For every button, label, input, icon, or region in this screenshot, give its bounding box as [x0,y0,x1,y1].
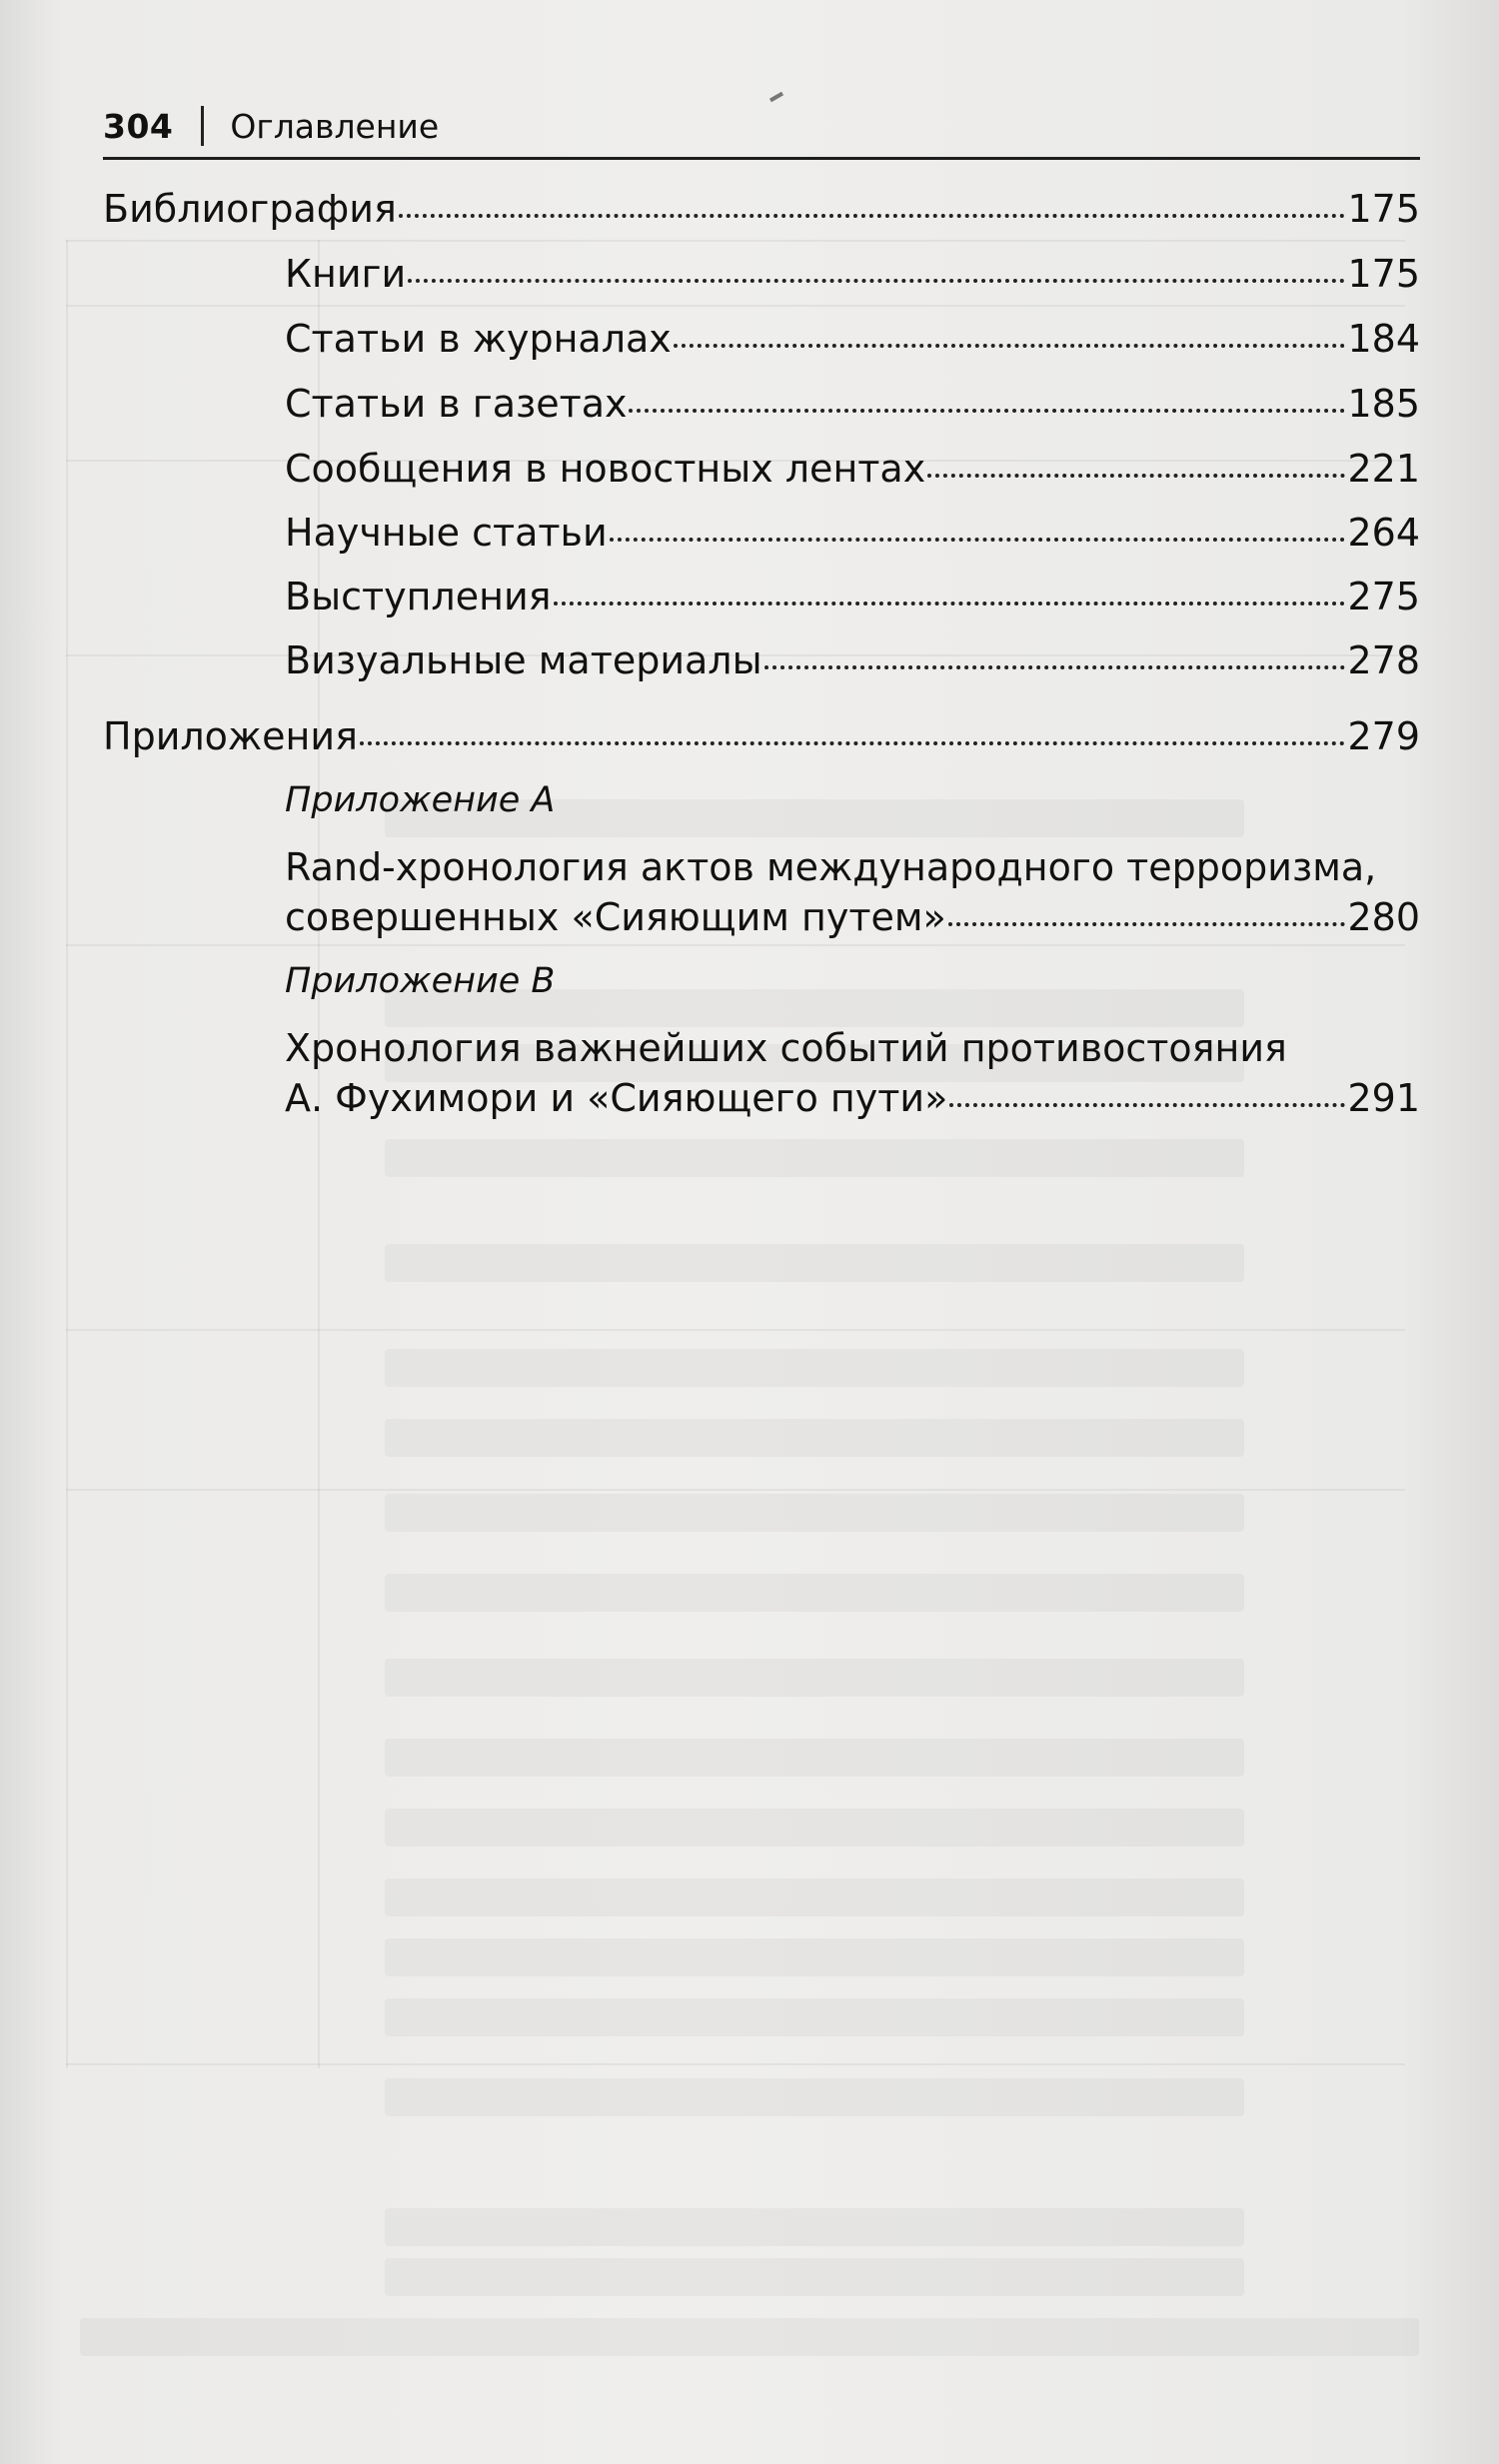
toc-leader-dots [629,409,1345,413]
running-head-separator [201,106,204,146]
toc-entry-title: Статьи в журналах [285,317,672,361]
toc-leader-dots [399,214,1346,218]
toc-entry-title: Научные статьи [285,511,608,555]
toc-entry-books[interactable] [285,248,1420,300]
toc-entry-bibliography[interactable] [103,183,1420,235]
toc-entry-appendix-b[interactable] [285,1072,1420,1124]
appendix-a-label: Приложение А [285,780,556,820]
toc-leader-dots [674,344,1346,348]
toc-leader-dots [408,279,1345,283]
appendix-a-title-line1: Rand-хронология актов международного терроризма, [285,845,1377,889]
page-number: 304 [103,106,174,146]
toc-leader-dots [554,602,1346,606]
toc-entry-title: Статьи в газетах [285,382,628,426]
toc-entry-appendices[interactable] [103,710,1420,762]
toc-entry-page: 275 [1347,575,1420,618]
toc-entry-news-feeds[interactable] [285,443,1420,495]
scratch-mark [769,92,783,102]
toc-entry-title: Выступления [285,575,552,618]
toc-entry-page: 185 [1347,382,1420,426]
toc-leader-dots [610,538,1346,542]
toc-entry-page: 175 [1347,187,1420,231]
toc-leader-dots [927,474,1345,478]
toc-entry-page: 264 [1347,511,1420,555]
appendix-b-title-line1: Хронология важнейших событий противостояния [285,1026,1287,1070]
toc-entry-page: 278 [1347,638,1420,682]
toc-entry-title: Визуальные материалы [285,638,762,682]
toc-entry-title: Приложения [103,714,358,758]
toc-entry-title: Сообщения в новостных лентах [285,447,926,491]
toc-entry-page: 291 [1347,1076,1420,1120]
toc-entry-page: 279 [1347,714,1420,758]
toc-leader-dots [949,1103,1345,1107]
toc-entry-page: 280 [1347,895,1420,939]
toc-entry-visual-materials[interactable] [285,634,1420,686]
running-head [103,100,439,152]
toc-entry-journal-articles[interactable] [285,313,1420,365]
toc-entry-title: Библиография [103,187,397,231]
toc-entry-title: Книги [285,252,407,296]
toc-entry-speeches[interactable] [285,571,1420,622]
appendix-b-label: Приложение В [285,961,556,1001]
toc-entry-title: совершенных «Сияющим путем» [285,895,946,939]
toc-leader-dots [948,922,1346,926]
toc-entry-appendix-a[interactable] [285,891,1420,943]
running-head-section: Оглавление [230,106,440,146]
toc-leader-dots [764,665,1346,669]
toc-entry-page: 184 [1347,317,1420,361]
toc-leader-dots [360,741,1346,745]
running-head-rule [103,157,1420,160]
toc-entry-newspaper-articles[interactable] [285,378,1420,430]
toc-entry-title: А. Фухимори и «Сияющего пути» [285,1076,948,1120]
toc-entry-page: 175 [1347,252,1420,296]
toc-entry-scientific-articles[interactable] [285,507,1420,559]
toc-entry-page: 221 [1347,447,1420,491]
